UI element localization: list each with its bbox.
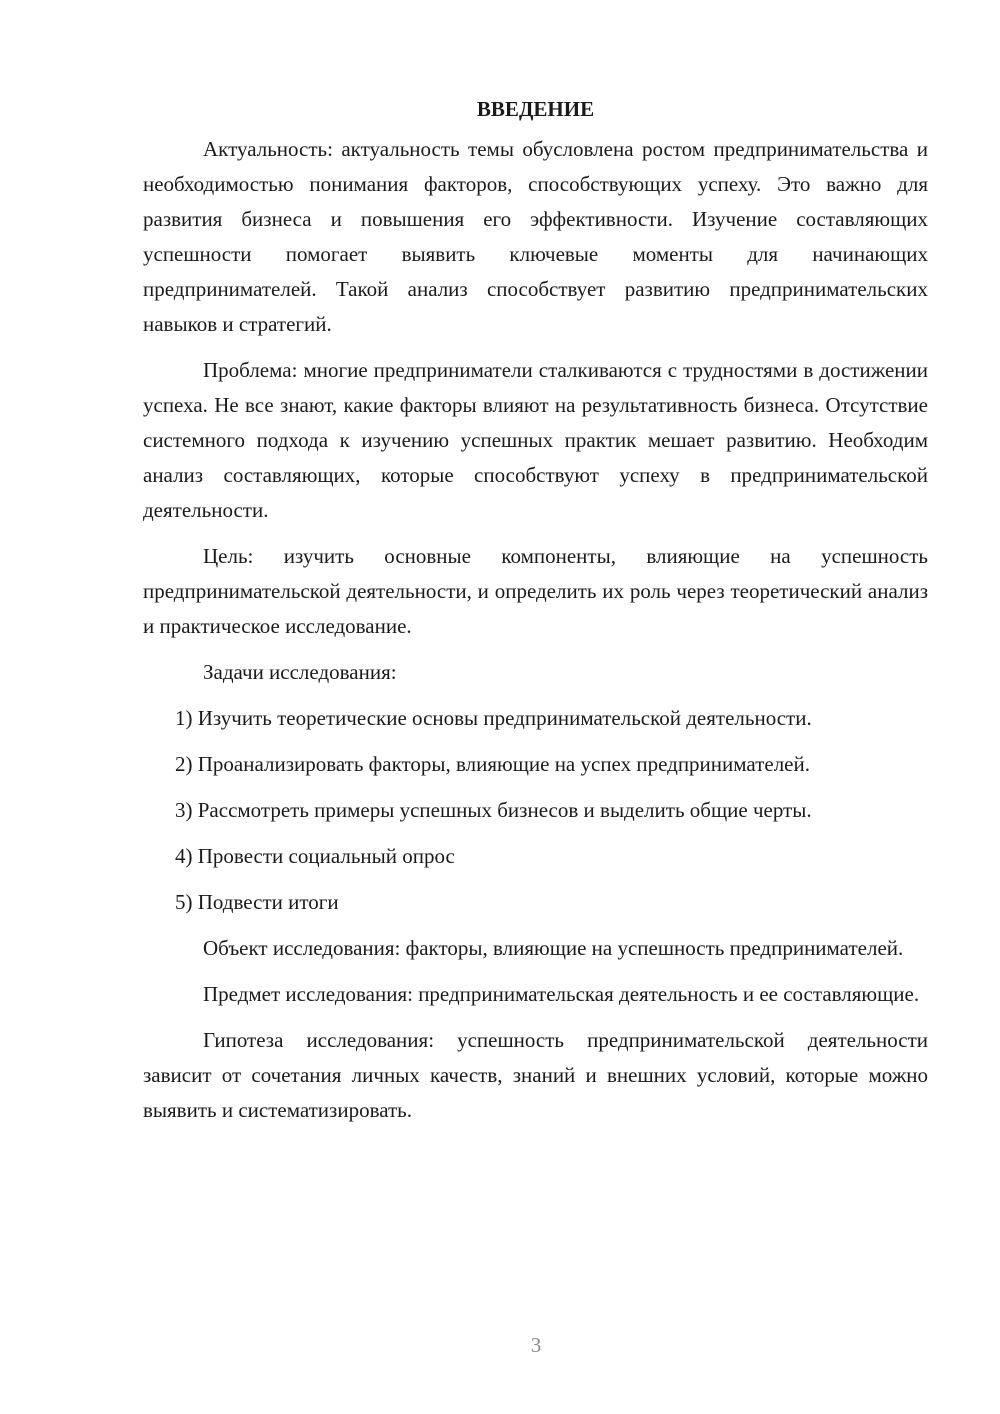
task-item-4: 4) Провести социальный опрос (175, 844, 455, 868)
document-page (143, 92, 928, 1139)
page-number: 3 (530, 1333, 542, 1357)
task-item-3: 3) Рассмотреть примеры успешных бизнесов и выделить общие черты. (175, 798, 812, 822)
problem-paragraph: Проблема: многие предприниматели сталкиваются с трудностями в достижении успеха. Не все знают, какие факторы влияют на результативность бизнеса. Отсутствие системного подхода к изучению успешных практик мешает развитию. Необходим анализ составляющих, которые способствуют успеху в предпринимательской деятельности. (143, 358, 928, 522)
relevance-paragraph: Актуальность: актуальность темы обусловлена ростом предпринимательства и необходимостью понимания факторов, способствующих успеху. Это важно для развития бизнеса и повышения его эффективности. Изучение составляющих успешности помогает выявить ключевые моменты для начинающих предпринимателей. Такой анализ способствует развитию предпринимательских навыков и стратегий. (143, 137, 928, 336)
task-item-5: 5) Подвести итоги (175, 890, 339, 914)
task-item-1: 1) Изучить теоретические основы предпринимательской деятельности. (175, 706, 812, 730)
object-paragraph: Объект исследования: факторы, влияющие на успешность предпринимателей. (203, 936, 904, 960)
goal-paragraph: Цель: изучить основные компоненты, влияющие на успешность предпринимательской деятельности, и определить их роль через теоретический анализ и практическое исследование. (143, 544, 928, 638)
task-item-2: 2) Проанализировать факторы, влияющие на успех предпринимателей. (175, 752, 810, 776)
subject-paragraph: Предмет исследования: предпринимательская деятельность и ее составляющие. (203, 982, 920, 1006)
tasks-heading: Задачи исследования: (203, 660, 397, 684)
page-title: ВВЕДЕНИЕ (476, 97, 595, 121)
hypothesis-paragraph: Гипотеза исследования: успешность предпринимательской деятельности зависит от сочетания личных качеств, знаний и внешних условий, которые можно выявить и систематизировать. (143, 1028, 928, 1122)
